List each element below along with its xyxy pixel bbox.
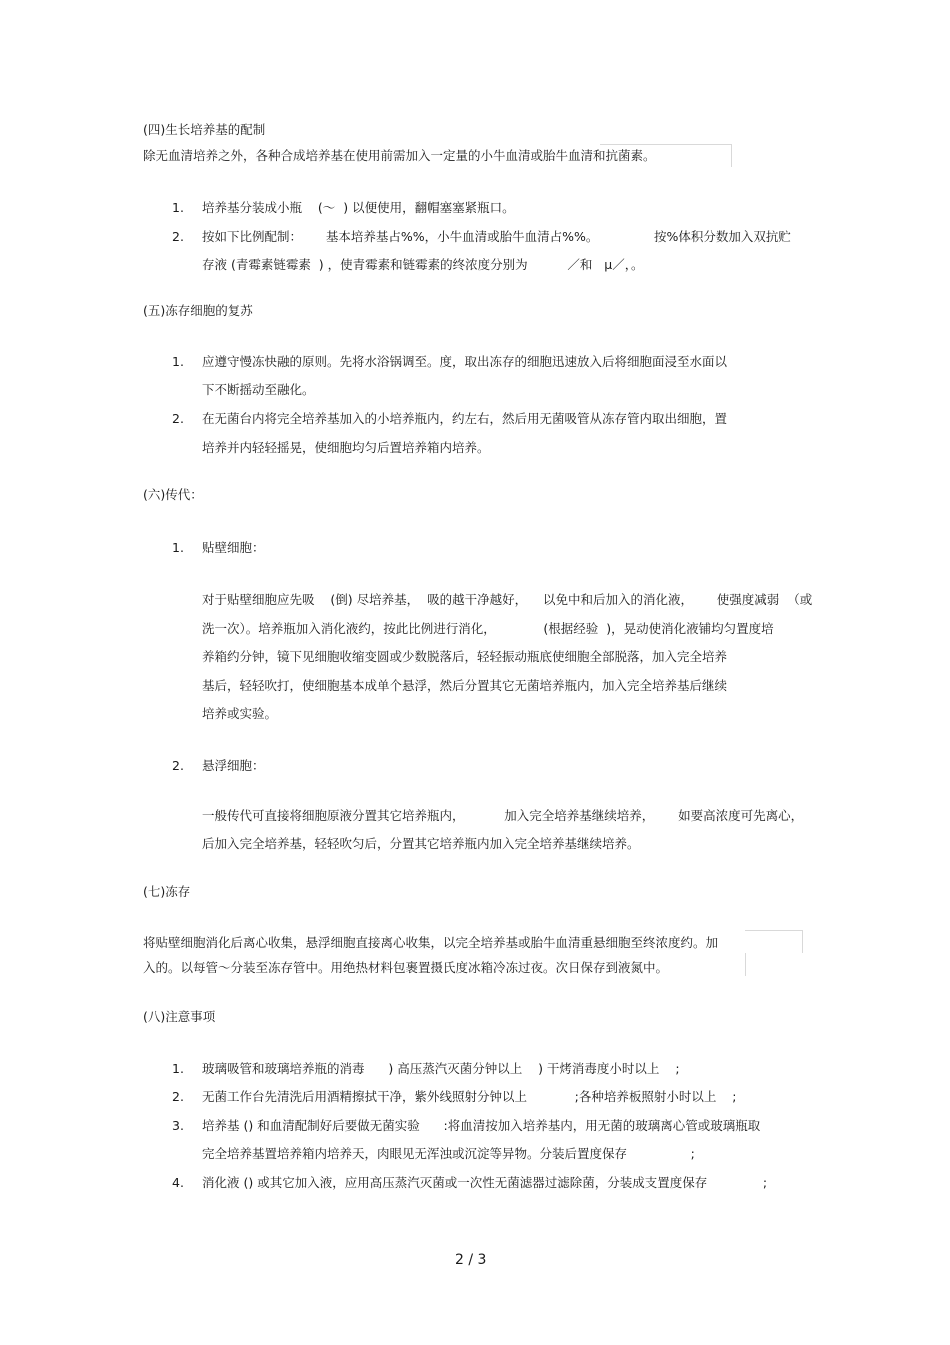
subsection-title: 贴壁细胞： — [202, 540, 265, 555]
list-item-text: 无菌工作台先清洗后用酒精擦拭干净，紫外线照射分钟以上 ;各种培养板照射小时以上 ; — [202, 1089, 737, 1104]
list-item-text: 培养基分装成小瓶 (～ ) 以便使用，翻帽塞塞紧瓶口。 — [202, 200, 515, 215]
list-number: 1. — [172, 200, 184, 215]
section-6-heading: (六)传代： — [143, 487, 203, 502]
list-number: 4. — [172, 1175, 184, 1190]
paragraph-line: 一般传代可直接将细胞原液分置其它培养瓶内， 加入完全培养基继续培养， 如要高浓度可先离心， — [202, 808, 804, 823]
list-number: 3. — [172, 1118, 184, 1133]
paragraph-line: 对于贴壁细胞应先吸 (倒) 尽培养基， 吸的越干净越好， 以免中和后加入的消化液， 使强度减弱 （或 — [202, 592, 813, 607]
paragraph-line: 养箱约分钟，镜下见细胞收缩变圆或少数脱落后，轻轻振动瓶底使细胞全部脱落，加入完全培养 — [202, 649, 728, 664]
section-7-heading: (七)冻存 — [143, 884, 191, 899]
list-item-text: 消化液 () 或其它加入液，应用高压蒸汽灭菌或一次性无菌滤器过滤除菌，分装成支置度保存 ; — [202, 1175, 768, 1190]
list-item-text: 下不断摇动至融化。 — [202, 382, 315, 397]
section-5-heading: (五)冻存细胞的复苏 — [143, 303, 253, 318]
subsection-title: 悬浮细胞： — [202, 758, 265, 773]
list-item-text: 培养基 () 和血清配制好后要做无菌实验 :将血清按加入培养基内，用无菌的玻璃离心管或玻璃瓶取 — [202, 1118, 761, 1133]
list-number: 1. — [172, 1061, 184, 1076]
list-number: 2. — [172, 758, 184, 773]
text-box-border — [745, 953, 746, 976]
paragraph-line: 入的。以每管～分装至冻存管中。用绝热材料包裹置摄氏度冰箱冷冻过夜。次日保存到液氮中。 — [143, 960, 669, 975]
section-8-heading: (八)注意事项 — [143, 1009, 216, 1024]
section-4-intro: 除无血清培养之外，各种合成培养基在使用前需加入一定量的小牛血清或胎牛血清和抗菌素。 — [143, 148, 656, 163]
paragraph-line: 培养或实验。 — [202, 706, 278, 721]
list-number: 2. — [172, 229, 184, 244]
list-number: 2. — [172, 411, 184, 426]
list-item-text: 玻璃吸管和玻璃培养瓶的消毒 ) 高压蒸汽灭菌分钟以上 ) 干烤消毒度小时以上 ; — [202, 1061, 680, 1076]
list-item-text: 存液 (青霉素链霉素 ) ，使青霉素和链霉素的终浓度分别为 ／和 μ／，。 — [202, 257, 644, 272]
paragraph-line: 将贴壁细胞消化后离心收集，悬浮细胞直接离心收集，以完全培养基或胎牛血清重悬细胞至终浓度约。加 — [143, 935, 719, 950]
page-number: 2 / 3 — [455, 1252, 487, 1268]
paragraph-line: 后加入完全培养基，轻轻吹匀后，分置其它培养瓶内加入完全培养基继续培养。 — [202, 836, 640, 851]
list-number: 2. — [172, 1089, 184, 1104]
list-number: 1. — [172, 540, 184, 555]
list-item-text: 完全培养基置培养箱内培养天，肉眼见无浑浊或沉淀等异物。分装后置度保存 ; — [202, 1146, 695, 1161]
section-4-heading: (四)生长培养基的配制 — [143, 122, 266, 137]
list-item-text: 培养并内轻轻摇晃，使细胞均匀后置培养箱内培养。 — [202, 440, 490, 455]
list-number: 1. — [172, 354, 184, 369]
list-item-text: 按如下比例配制： 基本培养基占%%，小牛血清或胎牛血清占%%。 按%体积分数加入双抗贮 — [202, 229, 791, 244]
paragraph-line: 基后，轻轻吹打，使细胞基本成单个悬浮，然后分置其它无菌培养瓶内，加入完全培养基后继续 — [202, 678, 728, 693]
text-box-border — [745, 930, 803, 953]
paragraph-line: 洗一次）。培养瓶加入消化液约，按此比例进行消化， (根据经验 )，晃动使消化液铺均匀置度培 — [202, 621, 774, 636]
list-item-text: 在无菌台内将完全培养基加入的小培养瓶内，约左右，然后用无菌吸管从冻存管内取出细胞，置 — [202, 411, 728, 426]
list-item-text: 应遵守慢冻快融的原则。先将水浴锅调至。度，取出冻存的细胞迅速放入后将细胞面浸至水面以 — [202, 354, 728, 369]
